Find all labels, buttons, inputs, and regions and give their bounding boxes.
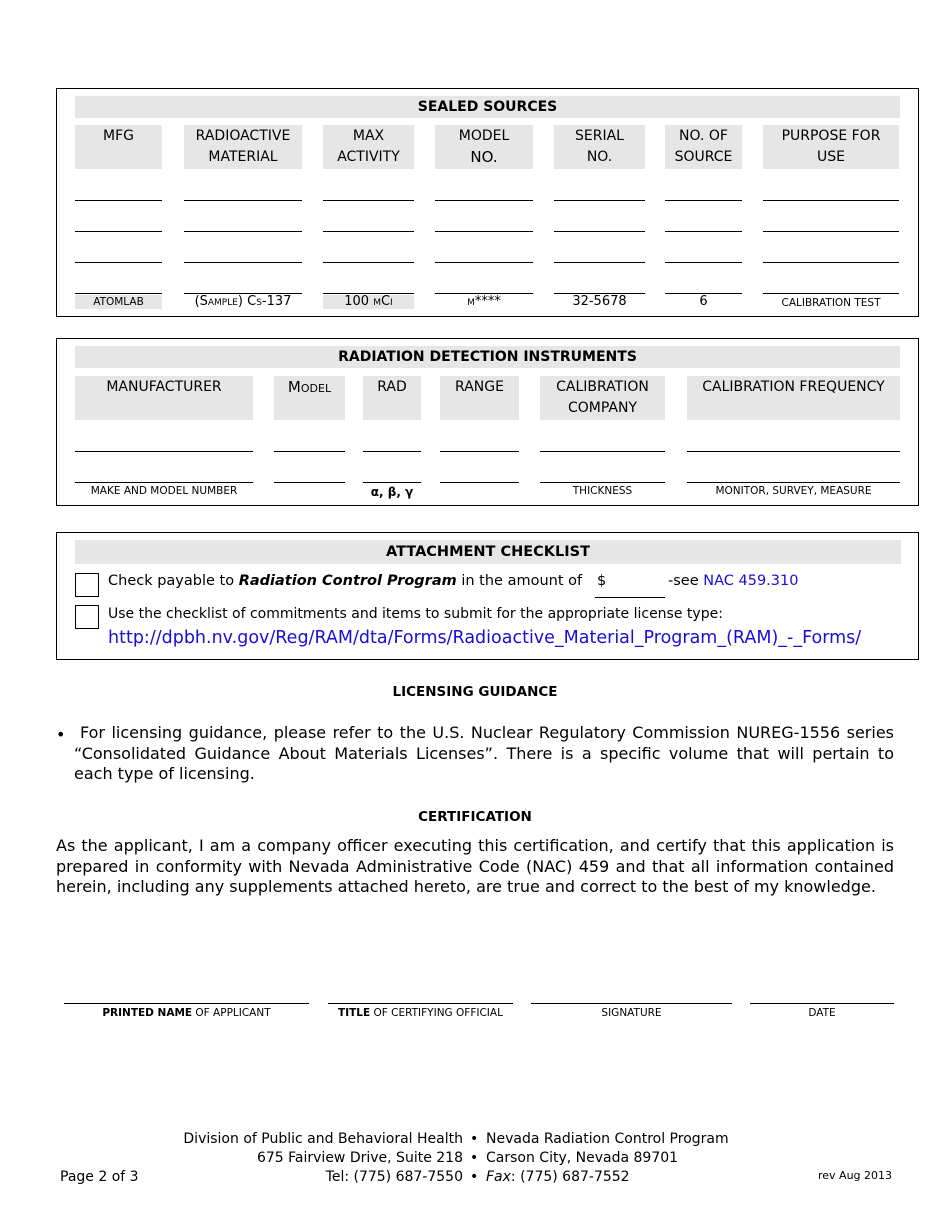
ri-caption-rad: α, β, γ [370, 485, 414, 499]
sealed-sources-section [56, 88, 919, 317]
ss-sample-mfg: ATOMLAB [75, 295, 162, 309]
signature-label: SIGNATURE [601, 1007, 662, 1019]
ss-row1-field[interactable] [435, 200, 533, 201]
ri-caption-cal-frequency: MONITOR, SURVEY, MEASURE [715, 485, 872, 497]
signature-field[interactable] [531, 1003, 732, 1004]
ri-row2-field[interactable] [440, 482, 519, 483]
ss-row4-field[interactable] [75, 293, 162, 294]
amount-field[interactable] [595, 597, 665, 598]
ss-row3-field[interactable] [665, 262, 742, 263]
date-field[interactable] [750, 1003, 894, 1004]
ri-row1-field[interactable] [687, 451, 900, 452]
ss-header-model: MODEL NO. [435, 125, 533, 169]
ss-sample-model: m**** [467, 294, 501, 309]
ri-header-cal-company: CALIBRATION COMPANY [540, 376, 665, 420]
certification-title: CERTIFICATION [418, 809, 532, 825]
nac-link[interactable]: NAC 459.310 [703, 573, 799, 589]
ss-sample-purpose: CALIBRATION TEST [781, 297, 881, 309]
dollar-sign: $ [597, 573, 607, 589]
checkbox-payment[interactable] [75, 573, 99, 597]
footer-bullets: • • • [470, 1131, 479, 1185]
ss-header-material: RADIOACTIVE MATERIAL [184, 125, 302, 169]
ss-row1-field[interactable] [763, 200, 899, 201]
ss-sample-activity: 100 mCi [323, 295, 414, 309]
sealed-sources-title: SEALED SOURCES [75, 96, 900, 118]
checkbox-license-checklist[interactable] [75, 605, 99, 629]
ri-row2-field[interactable] [363, 482, 421, 483]
footer-right: Nevada Radiation Control Program Carson City, Nevada 89701 Fax: (775) 687-7552 [486, 1131, 729, 1185]
ri-caption-cal-company: THICKNESS [572, 485, 633, 497]
checklist-title: ATTACHMENT CHECKLIST [75, 540, 901, 564]
ss-row1-field[interactable] [323, 200, 414, 201]
ss-row1-field[interactable] [665, 200, 742, 201]
ss-row3-field[interactable] [435, 262, 533, 263]
ss-row3-field[interactable] [323, 262, 414, 263]
ri-header-cal-frequency: CALIBRATION FREQUENCY [687, 376, 900, 420]
ss-header-activity: MAX ACTIVITY [323, 125, 414, 169]
ss-row3-field[interactable] [554, 262, 645, 263]
checklist-item-payment: Check payable to Radiation Control Program in the amount of [108, 573, 583, 589]
ss-row2-field[interactable] [763, 231, 899, 232]
ri-header-rad: RAD [363, 376, 421, 420]
licensing-bullet: • [56, 725, 66, 744]
ss-row2-field[interactable] [554, 231, 645, 232]
ss-row3-field[interactable] [184, 262, 302, 263]
ss-sample-serial: 32-5678 [572, 294, 627, 309]
ss-header-count: NO. OF SOURCE [665, 125, 742, 169]
licensing-text: For licensing guidance, please refer to the U.S. Nuclear Regulatory Commission NUREG-1556 series “Consolidated Guidance About Materials Licenses”. There is a specific volume that will pertain to each type of licensing. [74, 723, 894, 783]
ss-row3-field[interactable] [75, 262, 162, 263]
footer-revision: rev Aug 2013 [818, 1169, 893, 1182]
ss-row1-field[interactable] [184, 200, 302, 201]
title-field[interactable] [328, 1003, 513, 1004]
ri-row1-field[interactable] [75, 451, 253, 452]
ri-row2-field[interactable] [540, 482, 665, 483]
ss-row3-field[interactable] [763, 262, 899, 263]
ss-row2-field[interactable] [435, 231, 533, 232]
ss-header-serial: SERIAL NO. [554, 125, 645, 169]
certification-text: As the applicant, I am a company officer executing this certification, and certify that this application is prepared in conformity with Nevada Administrative Code (NAC) 459 and that all information contained herein, including any supplements attached hereto, are true and correct to the best of my knowledge. [56, 836, 894, 896]
ss-row2-field[interactable] [323, 231, 414, 232]
date-label: DATE [808, 1007, 836, 1019]
ss-sample-material: (Sample) Cs-137 [194, 294, 292, 309]
licensing-title: LICENSING GUIDANCE [392, 684, 558, 700]
ri-row2-field[interactable] [274, 482, 345, 483]
forms-url-link[interactable]: http://dpbh.nv.gov/Reg/RAM/dta/Forms/Radioactive_Material_Program_(RAM)_-_Forms/ [108, 628, 862, 648]
ss-sample-count: 6 [699, 294, 708, 309]
ss-row1-field[interactable] [554, 200, 645, 201]
ri-row1-field[interactable] [540, 451, 665, 452]
ss-row1-field[interactable] [75, 200, 162, 201]
ri-row1-field[interactable] [363, 451, 421, 452]
see-nac: -see NAC 459.310 [668, 573, 799, 589]
ri-row1-field[interactable] [274, 451, 345, 452]
printed-name-label: PRINTED NAME OF APPLICANT [102, 1007, 271, 1019]
footer-page-number: Page 2 of 3 [60, 1169, 139, 1185]
ss-row2-field[interactable] [665, 231, 742, 232]
instruments-title: RADIATION DETECTION INSTRUMENTS [75, 346, 900, 368]
ss-header-mfg: MFG [75, 125, 162, 169]
ss-row2-field[interactable] [75, 231, 162, 232]
ss-row4-field[interactable] [763, 293, 899, 294]
printed-name-field[interactable] [64, 1003, 309, 1004]
ri-row2-field[interactable] [687, 482, 900, 483]
footer-left: Division of Public and Behavioral Health 675 Fairview Drive, Suite 218 Tel: (775) 687-7550 [183, 1131, 463, 1185]
ri-row1-field[interactable] [440, 451, 519, 452]
ri-header-model: Model [274, 376, 345, 420]
ri-row2-field[interactable] [75, 482, 253, 483]
ri-header-range: RANGE [440, 376, 519, 420]
checklist-item-license: Use the checklist of commitments and items to submit for the appropriate license type: [108, 606, 723, 622]
ss-row2-field[interactable] [184, 231, 302, 232]
ss-header-purpose: PURPOSE FOR USE [763, 125, 899, 169]
ri-header-manufacturer: MANUFACTURER [75, 376, 253, 420]
ri-caption-manufacturer: MAKE AND MODEL NUMBER [90, 485, 238, 497]
title-label: TITLE OF CERTIFYING OFFICIAL [338, 1007, 503, 1019]
